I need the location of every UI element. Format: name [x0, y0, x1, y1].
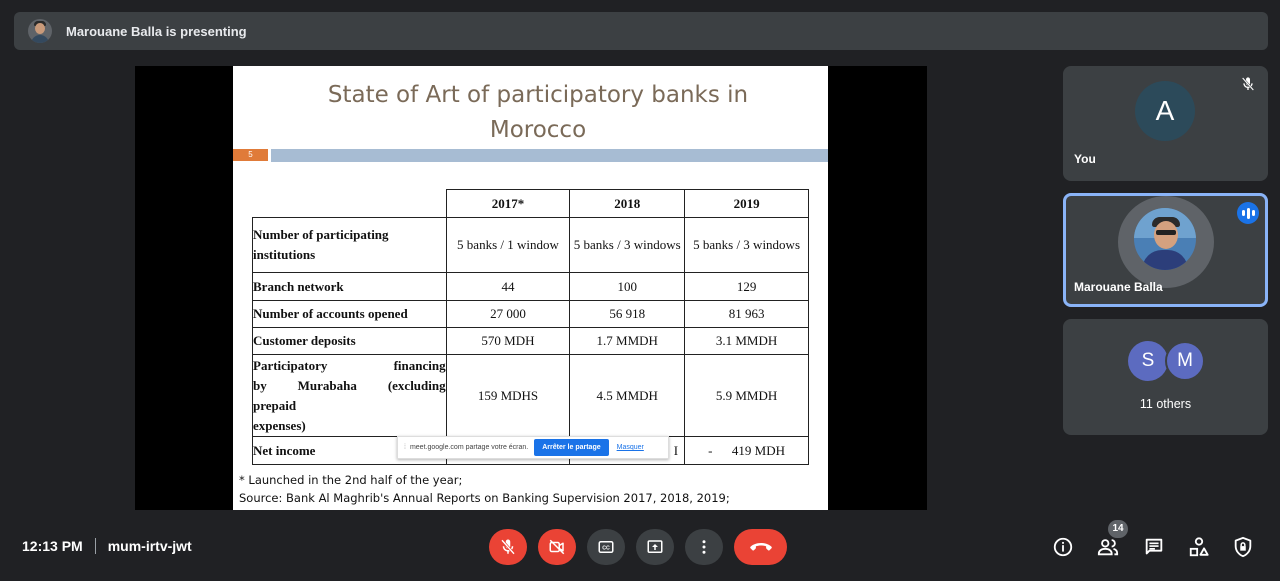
participant-name: You	[1074, 152, 1096, 166]
table-cell: 81 963	[685, 301, 809, 328]
avatar	[1134, 208, 1196, 270]
activities-icon	[1188, 536, 1210, 558]
info-icon	[1052, 536, 1074, 558]
avatar: A	[1135, 81, 1195, 141]
slide-title: State of Art of participatory banks in Morocco	[327, 82, 749, 143]
table-cell: I	[570, 437, 685, 465]
slide-footnote: * Launched in the 2nd half of the year; Source: Bank Al Maghrib's Annual Reports on Banking Supervision 2017, 2018, 2019;	[239, 473, 730, 505]
chat-button[interactable]	[1142, 536, 1166, 558]
participants-button[interactable]	[1096, 536, 1120, 558]
presentation-stage	[135, 66, 927, 510]
table-cell: 56 918	[570, 301, 685, 328]
row-label: Customer deposits	[253, 328, 447, 355]
row-label: Number of accounts opened	[253, 301, 447, 328]
hang-up-icon	[749, 540, 773, 554]
table-row	[253, 328, 809, 355]
captions-button[interactable]	[587, 529, 625, 565]
screen-share-toast	[397, 436, 669, 459]
participant-tile-presenter[interactable]	[1063, 193, 1268, 307]
table-header-row	[253, 190, 809, 218]
others-count-label: 11 others	[1139, 397, 1192, 411]
host-controls-button[interactable]	[1231, 536, 1255, 558]
more-vert-icon	[695, 538, 713, 556]
table-row	[253, 301, 809, 328]
data-table	[252, 189, 809, 465]
present-now-button[interactable]	[636, 529, 674, 565]
table-cell: 3.1 MMDH	[685, 328, 809, 355]
table-cell: - 419 MDH	[685, 437, 809, 465]
table-cell: 44	[446, 273, 570, 301]
table-cell: 1.7 MMDH	[570, 328, 685, 355]
presenting-text: Marouane Balla is presenting	[66, 23, 247, 39]
table-row	[253, 218, 809, 273]
stop-sharing-button[interactable]: Arrêter le partage	[534, 439, 608, 456]
drag-handle-icon[interactable]: ⁞	[404, 444, 406, 451]
table-row	[253, 273, 809, 301]
leave-call-button[interactable]	[734, 529, 787, 565]
slide-header-bar	[271, 149, 828, 162]
participant-tile-others[interactable]	[1063, 319, 1268, 435]
avatar: M	[1165, 341, 1205, 381]
shield-lock-icon	[1232, 536, 1254, 558]
participants-count-badge: 14	[1108, 520, 1128, 538]
chat-icon	[1143, 536, 1165, 558]
camera-toggle-button[interactable]	[538, 529, 576, 565]
mic-off-icon	[499, 538, 517, 556]
avatar: S	[1128, 341, 1168, 381]
table-cell: 100	[570, 273, 685, 301]
mic-off-icon	[1240, 76, 1256, 92]
share-message: meet.google.com partage votre écran.	[409, 444, 529, 451]
meeting-info	[22, 538, 192, 554]
activities-button[interactable]	[1187, 536, 1211, 558]
speaking-indicator-icon	[1237, 202, 1259, 224]
table-cell: 5 banks / 1 window	[446, 218, 570, 273]
meeting-code: mum-irtv-jwt	[107, 538, 192, 554]
meeting-details-button[interactable]	[1051, 536, 1075, 558]
clock: 12:13 PM	[22, 538, 83, 554]
table-row	[253, 355, 809, 437]
camera-off-icon	[548, 538, 566, 556]
more-options-button[interactable]	[685, 529, 723, 565]
mic-toggle-button[interactable]	[489, 529, 527, 565]
table-cell: 27 000	[446, 301, 570, 328]
table-cell: 5 banks / 3 windows	[685, 218, 809, 273]
row-label: Net income	[253, 437, 447, 465]
divider	[95, 538, 96, 554]
hide-toast-link[interactable]: Masquer	[616, 444, 644, 451]
presenter-avatar	[28, 19, 52, 43]
table-cell: 129	[685, 273, 809, 301]
slide-number: 5	[233, 149, 268, 161]
people-icon	[1096, 536, 1120, 558]
presenting-banner	[14, 12, 1268, 50]
row-label: Number of participating institutions	[253, 218, 447, 273]
table-cell: 570 MDH	[446, 328, 570, 355]
row-label: Participatory financing by Murabaha (excluding prepaid expenses)	[253, 355, 447, 437]
table-cell: 159 MDHS	[446, 355, 570, 437]
svg-text:CC: CC	[602, 545, 610, 552]
present-icon	[646, 538, 664, 556]
participant-name: Marouane Balla	[1074, 280, 1163, 294]
column-header: 2018	[570, 190, 685, 218]
captions-icon	[597, 538, 615, 556]
table-cell: 4.5 MMDH	[570, 355, 685, 437]
column-header: 2017*	[446, 190, 570, 218]
table-cell: 5.9 MMDH	[685, 355, 809, 437]
participant-tile-you[interactable]	[1063, 66, 1268, 181]
column-header: 2019	[685, 190, 809, 218]
row-label: Branch network	[253, 273, 447, 301]
table-cell: 5 banks / 3 windows	[570, 218, 685, 273]
